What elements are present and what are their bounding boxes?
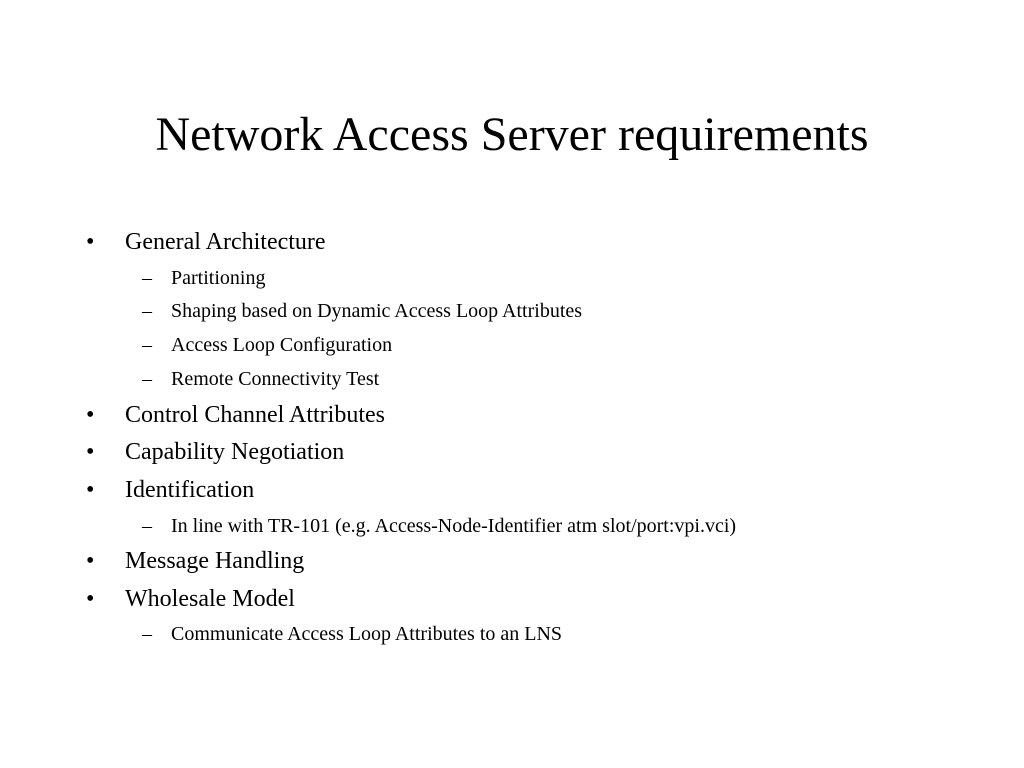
slide-title: Network Access Server requirements [155,108,869,161]
sub-bullet-marker: – [142,515,152,537]
bullet-marker: • [86,402,95,428]
bullet-marker: • [86,229,95,255]
bullet-marker: • [86,477,95,503]
bullet-text: General Architecture [125,229,326,255]
sub-bullet-marker: – [142,623,152,645]
bullet-text: Identification [125,477,255,503]
sub-bullet-marker: – [142,300,152,322]
sub-bullet-text: Partitioning [171,267,266,289]
bullet-text: Message Handling [125,548,305,574]
sub-bullet-text: Communicate Access Loop Attributes to an LNS [171,623,563,645]
bullet-marker: • [86,439,95,465]
bullet-text: Capability Negotiation [125,439,345,465]
bullet-marker: • [86,586,95,612]
bullet-marker: • [86,548,95,574]
sub-bullet-marker: – [142,334,152,356]
bullet-text: Control Channel Attributes [125,402,385,428]
sub-bullet-marker: – [142,368,152,390]
sub-bullet-marker: – [142,267,152,289]
bullet-text: Wholesale Model [125,586,295,612]
sub-bullet-text: Remote Connectivity Test [171,368,380,390]
sub-bullet-text: Access Loop Configuration [171,334,393,356]
sub-bullet-text: In line with TR-101 (e.g. Access-Node-Identifier atm slot/port:vpi.vci) [171,515,737,537]
sub-bullet-text: Shaping based on Dynamic Access Loop Attributes [171,300,583,322]
